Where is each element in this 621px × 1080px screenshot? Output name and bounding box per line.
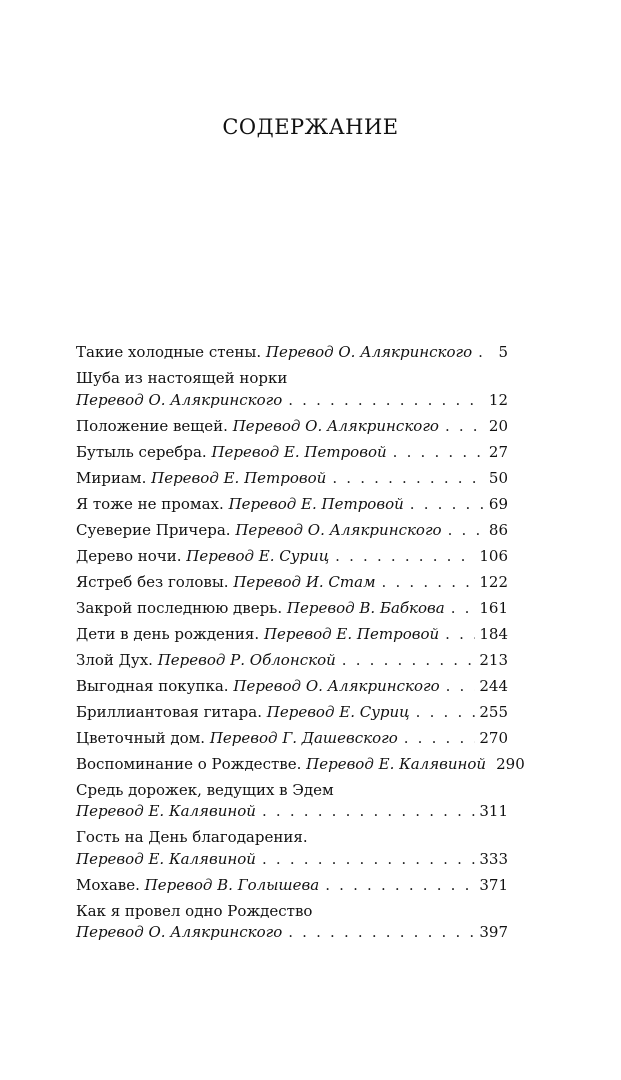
story-title: Как я провел одно Рождество	[76, 901, 313, 920]
translator: Перевод Е. Суриц	[186, 546, 330, 565]
dot-leader	[445, 416, 484, 438]
page-number: 5	[498, 343, 508, 361]
toc-line	[76, 572, 508, 594]
toc-line	[76, 650, 508, 672]
translator: Перевод Е. Петровой	[151, 468, 327, 487]
story-title: Ястреб без головы.	[76, 572, 229, 591]
toc-entry	[76, 780, 508, 823]
translator: Перевод О. Алякринского	[76, 923, 283, 941]
toc-line	[76, 849, 508, 871]
story-title: Закрой последнюю дверь.	[76, 598, 283, 617]
toc-entry	[76, 827, 508, 870]
toc-entry	[76, 546, 508, 568]
dot-leader	[332, 468, 484, 490]
toc-entry	[76, 901, 508, 944]
page-number: 255	[479, 702, 508, 721]
toc-entry	[76, 468, 508, 490]
toc-entry	[76, 494, 508, 516]
toc-line	[76, 442, 508, 464]
translator: Перевод Е. Петровой	[228, 494, 404, 513]
translator: Перевод О. Алякринского	[232, 416, 439, 435]
story-title: Бутыль серебра.	[76, 442, 207, 461]
dot-leader	[416, 702, 476, 724]
toc-entry	[76, 416, 508, 438]
page-number: 12	[488, 390, 508, 409]
story-title: Злой Дух.	[76, 650, 153, 669]
toc-line	[76, 494, 508, 516]
translator: Перевод Е. Калявиной	[306, 754, 487, 773]
page-number: 69	[488, 494, 508, 513]
dot-leader	[262, 849, 475, 871]
toc-line	[76, 702, 508, 724]
toc-line	[76, 728, 508, 750]
toc-line	[76, 754, 525, 776]
dot-leader	[478, 342, 484, 364]
page-number: 311	[479, 802, 508, 820]
toc-entry	[76, 676, 508, 698]
page-number: 333	[479, 849, 508, 868]
translator: Перевод В. Бабкова	[286, 598, 445, 617]
page-number: 106	[479, 546, 508, 565]
dot-leader	[404, 728, 476, 750]
toc-entry	[76, 442, 508, 464]
page-number: 397	[479, 923, 508, 941]
dot-leader	[262, 801, 475, 823]
story-title: Дерево ночи.	[76, 546, 182, 565]
dot-leader	[448, 520, 484, 542]
story-title: Такие холодные стены.	[76, 343, 262, 361]
story-title: Средь дорожек, ведущих в Эдем	[76, 780, 334, 799]
translator: Перевод О. Алякринского	[233, 676, 440, 695]
toc-entry	[76, 368, 508, 411]
page-number: 27	[488, 442, 508, 461]
page-number: 122	[479, 572, 508, 591]
toc-entry	[76, 624, 508, 646]
toc-line	[76, 801, 508, 823]
translator: Перевод И. Стам	[233, 572, 376, 591]
dot-leader	[446, 676, 476, 698]
toc-line	[76, 468, 508, 490]
page-number: 270	[479, 728, 508, 747]
dot-leader	[325, 875, 475, 897]
story-title: Суеверие Причера.	[76, 520, 231, 539]
translator: Перевод В. Голышева	[144, 875, 320, 894]
toc-entry	[76, 598, 508, 620]
table-of-contents	[76, 342, 525, 948]
translator: Перевод Е. Петровой	[211, 442, 387, 461]
page-number: 86	[488, 520, 508, 539]
dot-leader	[451, 598, 476, 620]
toc-entry	[76, 754, 525, 776]
story-title: Шуба из настоящей норки	[76, 369, 288, 387]
page-number: 244	[479, 676, 508, 695]
toc-line	[76, 546, 508, 568]
page-number: 161	[479, 598, 508, 617]
translator: Перевод Е. Петровой	[263, 624, 440, 643]
toc-line	[76, 875, 508, 897]
page-title: СОДЕРЖАНИЕ	[222, 115, 399, 139]
dot-leader	[288, 922, 475, 944]
story-title: Воспоминание о Рождестве.	[76, 754, 302, 773]
dot-leader	[382, 572, 476, 594]
toc-entry	[76, 875, 508, 897]
story-title: Бриллиантовая гитара.	[76, 702, 262, 721]
page-number: 50	[488, 468, 508, 487]
page-number: 371	[479, 875, 508, 894]
translator: Перевод Р. Облонской	[157, 650, 336, 669]
story-title: Гость на День благодарения.	[76, 828, 308, 846]
translator: Перевод Г. Дашевского	[209, 728, 398, 747]
translator: Перевод О. Алякринского	[235, 520, 442, 539]
toc-entry	[76, 342, 508, 364]
toc-line	[76, 342, 508, 364]
page-number: 213	[479, 650, 508, 669]
story-title: Цветочный дом.	[76, 728, 206, 747]
translator: Перевод О. Алякринского	[76, 390, 283, 409]
toc-line	[76, 520, 508, 542]
story-title: Дети в день рождения.	[76, 624, 260, 643]
toc-line	[76, 390, 508, 412]
toc-line	[76, 598, 508, 620]
toc-line	[76, 922, 508, 944]
toc-entry	[76, 572, 508, 594]
toc-line	[76, 676, 508, 698]
translator: Перевод Е. Калявиной	[76, 802, 256, 820]
dot-leader	[445, 624, 475, 646]
translator: Перевод Е. Суриц	[266, 702, 410, 721]
toc-entry	[76, 702, 508, 724]
dot-leader	[342, 650, 476, 672]
toc-entry	[76, 728, 508, 750]
story-title: Мириам.	[76, 468, 147, 487]
story-title: Выгодная покупка.	[76, 676, 229, 695]
dot-leader	[335, 546, 475, 568]
translator: Перевод О. Алякринского	[265, 343, 473, 361]
page-number: 290	[496, 754, 525, 773]
toc-entry	[76, 520, 508, 542]
page-number: 184	[479, 624, 508, 643]
dot-leader	[393, 442, 484, 464]
story-title: Положение вещей.	[76, 416, 228, 435]
toc-line	[76, 624, 508, 646]
toc-line	[76, 416, 508, 438]
story-title: Мохаве.	[76, 875, 140, 894]
page-number: 20	[488, 416, 508, 435]
story-title: Я тоже не промах.	[76, 494, 224, 513]
toc-entry	[76, 650, 508, 672]
translator: Перевод Е. Калявиной	[76, 849, 256, 868]
dot-leader	[410, 494, 484, 516]
dot-leader	[288, 390, 484, 412]
